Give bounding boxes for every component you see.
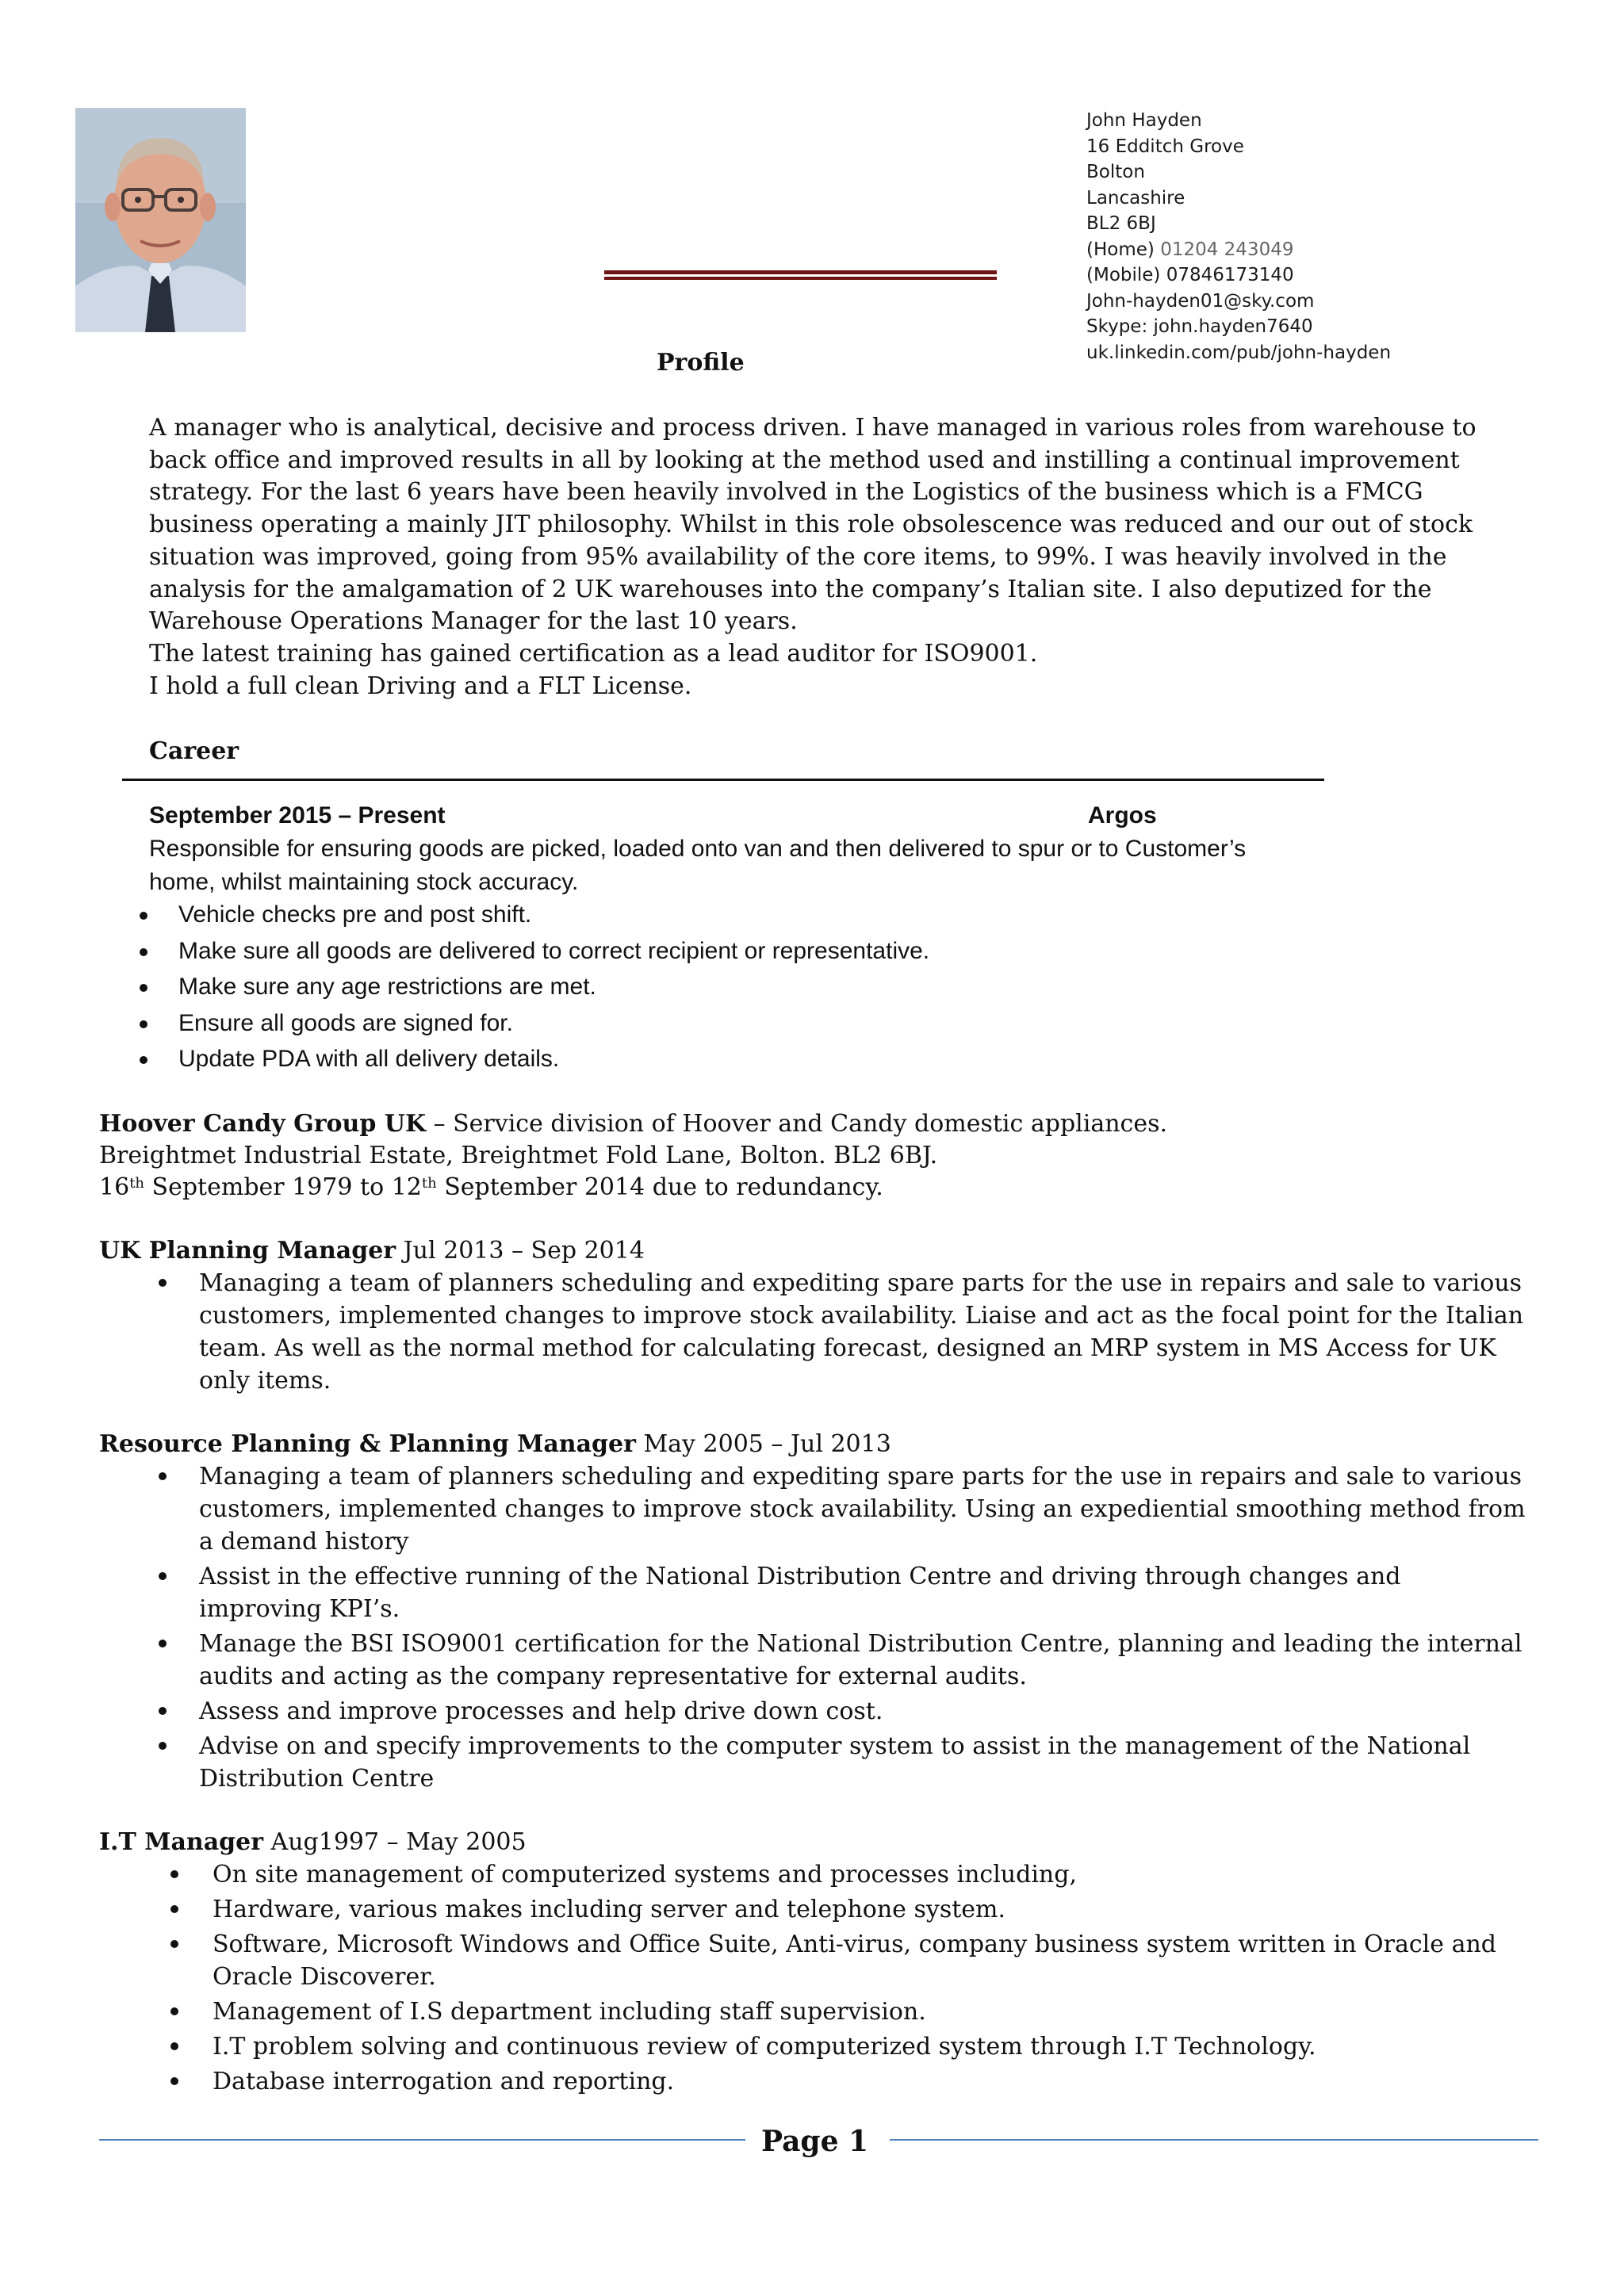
hoover-company-name: Hoover Candy Group UK	[99, 1110, 427, 1138]
list-item: Make sure all goods are delivered to correct recipient or representative.	[135, 933, 929, 970]
list-item: Software, Microsoft Windows and Office Suite, Anti-virus, company business system written in Oracle and Oracle Discoverer.	[99, 1928, 1526, 1993]
profile-heading: Profile	[657, 349, 745, 377]
list-item: Managing a team of planners scheduling and expediting spare parts for the use in repairs and sale to various customers, implemented changes to improve stock availability. Using an expediential smoothing method from a demand history	[99, 1460, 1526, 1558]
contact-home-phone	[1086, 237, 1391, 263]
list-item: Database interrogation and reporting.	[99, 2065, 1526, 2098]
list-item: Make sure any age restrictions are met.	[135, 969, 929, 1005]
argos-company: Argos	[1088, 802, 1157, 828]
list-item: I.T problem solving and continuous review of computerized system through I.T Technology.	[99, 2030, 1526, 2063]
role-resource-planning-manager	[99, 1429, 1526, 1460]
contact-county: Lancashire	[1086, 187, 1185, 209]
contact-name: John Hayden	[1086, 110, 1202, 131]
list-item: Managing a team of planners scheduling and expediting spare parts for the use in repairs and sale to various customers, implemented changes to improve stock availability. Liaise and act as the focal point for the Italian team. As well as the normal method for calculating forecast, designed an MRP system in MS Access for UK only items.	[99, 1267, 1526, 1397]
contact-street: 16 Edditch Grove	[1086, 136, 1244, 157]
role-bullets	[99, 1460, 1526, 1795]
profile-training: The latest training has gained certification as a lead auditor for ISO9001.	[149, 639, 1038, 668]
role-uk-planning-manager	[99, 1235, 1526, 1267]
argos-duties-list	[135, 897, 929, 1077]
home-phone-label: (Home)	[1086, 239, 1155, 260]
list-item: Advise on and specify improvements to the computer system to assist in the management of the National Distribution Centre	[99, 1730, 1526, 1795]
list-item: Manage the BSI ISO9001 certification for the National Distribution Centre, planning and leading the internal audits and acting as the company representative for external audits.	[99, 1628, 1526, 1693]
argos-dates: September 2015 – Present	[149, 802, 446, 828]
career-heading: Career	[149, 737, 239, 765]
contact-email[interactable]: John-hayden01@sky.com	[1086, 290, 1315, 312]
contact-postcode: BL2 6BJ	[1086, 213, 1156, 234]
role-it-manager	[99, 1827, 1526, 1858]
hoover-dates: 16th September 1979 to 12th September 2014 due to redundancy.	[99, 1173, 883, 1201]
footer-rule-right	[890, 2139, 1538, 2141]
profile-photo	[75, 108, 246, 332]
list-item: On site management of computerized systems and processes including,	[99, 1858, 1526, 1891]
contact-mobile-phone: (Mobile) 07846173140	[1086, 265, 1294, 285]
career-divider	[122, 779, 1324, 781]
contact-linkedin[interactable]: uk.linkedin.com/pub/john-hayden	[1086, 342, 1392, 363]
list-item: Ensure all goods are signed for.	[135, 1005, 929, 1042]
profile-paragraph: A manager who is analytical, decisive and process driven. I have managed in various roles from warehouse to back office and improved results in all by looking at the method used and instilling a continual improvement strategy. For the last 6 years have been heavily involved in the Logistics of the business which is a FMCG business operating a mainly JIT philosophy. Whilst in this role obsolescence was reduced and our out of stock situation was improved, going from 95% availability of the core items, to 99%. I was heavily involved in the analysis for the amalgamation of 2 UK warehouses into the company’s Italian site. I also deputized for the Warehouse Operations Manager for the last 10 years.	[149, 414, 1477, 636]
footer-rule-left	[99, 2139, 745, 2141]
portrait-image	[75, 108, 246, 332]
role-dates: Aug1997 – May 2005	[263, 1828, 527, 1856]
list-item: Vehicle checks pre and post shift.	[135, 897, 929, 933]
role-title: I.T Manager	[99, 1828, 264, 1856]
hoover-section	[99, 1108, 1526, 2098]
role-bullets	[99, 1267, 1526, 1397]
list-item: Hardware, various makes including server and telephone system.	[99, 1893, 1526, 1926]
home-phone-number: 01204 243049	[1160, 239, 1294, 260]
contact-town: Bolton	[1086, 162, 1145, 182]
profile-license: I hold a full clean Driving and a FLT License.	[149, 672, 692, 700]
hoover-description: – Service division of Hoover and Candy domestic appliances.	[426, 1110, 1168, 1138]
hoover-heading	[99, 1108, 1526, 1140]
argos-description: Responsible for ensuring goods are picked, loaded onto van and then delivered to spur or to Customer’s home, whilst maintaining stock accuracy.	[149, 836, 1247, 895]
role-bullets	[99, 1858, 1526, 2098]
contact-block	[1086, 108, 1391, 365]
list-item: Assist in the effective running of the National Distribution Centre and driving through changes and improving KPI’s.	[99, 1560, 1526, 1625]
role-title: Resource Planning & Planning Manager	[99, 1430, 636, 1458]
list-item: Management of I.S department including staff supervision.	[99, 1996, 1526, 2028]
hoover-address: Breightmet Industrial Estate, Breightmet Fold Lane, Bolton. BL2 6BJ.	[99, 1142, 938, 1169]
contact-skype: Skype: john.hayden7640	[1086, 316, 1313, 337]
page-number: Page 1	[761, 2125, 869, 2158]
header-divider	[604, 270, 997, 280]
list-item: Update PDA with all delivery details.	[135, 1041, 929, 1077]
role-dates: Jul 2013 – Sep 2014	[396, 1237, 645, 1265]
list-item: Assess and improve processes and help drive down cost.	[99, 1695, 1526, 1728]
role-dates: May 2005 – Jul 2013	[635, 1430, 891, 1458]
profile-section	[149, 412, 1533, 702]
role-title: UK Planning Manager	[99, 1237, 396, 1265]
